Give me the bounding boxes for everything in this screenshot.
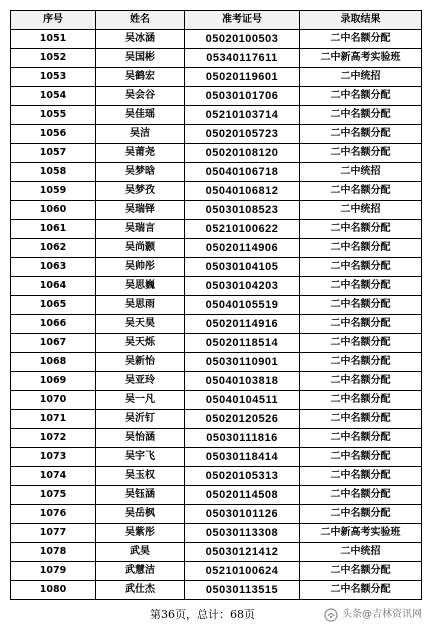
exam-number: 05210100622 (185, 220, 300, 239)
admission-result: 二中名额分配 (300, 448, 422, 467)
row-index: 1068 (11, 353, 96, 372)
admission-result: 二中名额分配 (300, 505, 422, 524)
exam-number: 05020114916 (185, 315, 300, 334)
row-index: 1061 (11, 220, 96, 239)
row-index: 1070 (11, 391, 96, 410)
exam-number: 05210103714 (185, 106, 300, 125)
exam-number: 05030104203 (185, 277, 300, 296)
exam-number: 05020114508 (185, 486, 300, 505)
student-name: 吴思巍 (96, 277, 185, 296)
admission-result: 二中名额分配 (300, 239, 422, 258)
admission-result: 二中统招 (300, 543, 422, 562)
row-index: 1080 (11, 581, 96, 600)
table-row (11, 220, 422, 239)
page-footer (0, 605, 430, 625)
exam-number: 05040106812 (185, 182, 300, 201)
admission-result: 二中名额分配 (300, 144, 422, 163)
admission-results-table (10, 10, 422, 600)
header-name: 姓名 (96, 11, 185, 30)
student-name: 吴莆尧 (96, 144, 185, 163)
admission-result: 二中名额分配 (300, 182, 422, 201)
watermark (324, 605, 422, 625)
row-index: 1064 (11, 277, 96, 296)
admission-result: 二中名额分配 (300, 429, 422, 448)
exam-number: 05040105519 (185, 296, 300, 315)
table-row (11, 448, 422, 467)
exam-number: 05020120526 (185, 410, 300, 429)
student-name: 吴思雨 (96, 296, 185, 315)
exam-number: 05030113308 (185, 524, 300, 543)
exam-number: 05040103818 (185, 372, 300, 391)
exam-number: 05030101126 (185, 505, 300, 524)
student-name: 吴梦孜 (96, 182, 185, 201)
table-row (11, 106, 422, 125)
exam-number: 05020119601 (185, 68, 300, 87)
row-index: 1069 (11, 372, 96, 391)
table-row (11, 144, 422, 163)
exam-number: 05030111816 (185, 429, 300, 448)
exam-number: 05030108523 (185, 201, 300, 220)
row-index: 1071 (11, 410, 96, 429)
table-row (11, 353, 422, 372)
table-row (11, 182, 422, 201)
row-index: 1052 (11, 49, 96, 68)
row-index: 1058 (11, 163, 96, 182)
student-name: 吴新怡 (96, 353, 185, 372)
table-row (11, 30, 422, 49)
student-name: 吴尚颢 (96, 239, 185, 258)
results-sheet (10, 10, 421, 600)
admission-result: 二中名额分配 (300, 106, 422, 125)
row-index: 1057 (11, 144, 96, 163)
admission-result: 二中名额分配 (300, 87, 422, 106)
table-row (11, 296, 422, 315)
table-header-row (11, 11, 422, 30)
table-row (11, 543, 422, 562)
row-index: 1051 (11, 30, 96, 49)
row-index: 1067 (11, 334, 96, 353)
student-name: 吴岳枫 (96, 505, 185, 524)
exam-number: 05210100624 (185, 562, 300, 581)
admission-result: 二中名额分配 (300, 562, 422, 581)
admission-result: 二中名额分配 (300, 410, 422, 429)
admission-result: 二中名额分配 (300, 581, 422, 600)
row-index: 1079 (11, 562, 96, 581)
student-name: 吴沂钉 (96, 410, 185, 429)
admission-result: 二中名额分配 (300, 220, 422, 239)
exam-number: 05040104511 (185, 391, 300, 410)
admission-result: 二中统招 (300, 201, 422, 220)
row-index: 1072 (11, 429, 96, 448)
student-name: 吴佳瑶 (96, 106, 185, 125)
page-info: 第36页，总计：68页 (150, 608, 255, 621)
row-index: 1062 (11, 239, 96, 258)
exam-number: 05020100503 (185, 30, 300, 49)
student-name: 吴鹤宏 (96, 68, 185, 87)
row-index: 1077 (11, 524, 96, 543)
table-row (11, 239, 422, 258)
exam-number: 05340117611 (185, 49, 300, 68)
row-index: 1074 (11, 467, 96, 486)
student-name: 武昊 (96, 543, 185, 562)
admission-result: 二中名额分配 (300, 372, 422, 391)
student-name: 吴钰涵 (96, 486, 185, 505)
admission-result: 二中新高考实验班 (300, 49, 422, 68)
student-name: 吴玉权 (96, 467, 185, 486)
row-index: 1056 (11, 125, 96, 144)
student-name: 吴紫彤 (96, 524, 185, 543)
header-exam-number: 准考证号 (185, 11, 300, 30)
table-row (11, 315, 422, 334)
admission-result: 二中名额分配 (300, 30, 422, 49)
admission-result: 二中统招 (300, 68, 422, 87)
admission-result: 二中名额分配 (300, 125, 422, 144)
student-name: 吴洁 (96, 125, 185, 144)
table-row (11, 334, 422, 353)
table-row (11, 201, 422, 220)
student-name: 吴帅彤 (96, 258, 185, 277)
table-row (11, 87, 422, 106)
table-row (11, 486, 422, 505)
table-row (11, 277, 422, 296)
table-row (11, 581, 422, 600)
exam-number: 05020108120 (185, 144, 300, 163)
header-index: 序号 (11, 11, 96, 30)
exam-number: 05030104105 (185, 258, 300, 277)
exam-number: 05030110901 (185, 353, 300, 372)
admission-result: 二中名额分配 (300, 258, 422, 277)
watermark-text: 头条@吉林资讯网 (342, 609, 422, 620)
student-name: 吴天烁 (96, 334, 185, 353)
row-index: 1054 (11, 87, 96, 106)
table-row (11, 68, 422, 87)
table-row (11, 429, 422, 448)
table-row (11, 49, 422, 68)
table-row (11, 505, 422, 524)
student-name: 吴亚玲 (96, 372, 185, 391)
row-index: 1075 (11, 486, 96, 505)
student-name: 吴怡涵 (96, 429, 185, 448)
exam-number: 05020118514 (185, 334, 300, 353)
admission-result: 二中统招 (300, 163, 422, 182)
student-name: 吴瑞铎 (96, 201, 185, 220)
student-name: 吴国彬 (96, 49, 185, 68)
admission-result: 二中名额分配 (300, 296, 422, 315)
student-name: 武仕杰 (96, 581, 185, 600)
exam-number: 05030113515 (185, 581, 300, 600)
row-index: 1073 (11, 448, 96, 467)
table-row (11, 524, 422, 543)
student-name: 吴天昊 (96, 315, 185, 334)
exam-number: 05030121412 (185, 543, 300, 562)
table-row (11, 467, 422, 486)
exam-number: 05030118414 (185, 448, 300, 467)
row-index: 1060 (11, 201, 96, 220)
exam-number: 05020105313 (185, 467, 300, 486)
admission-result: 二中名额分配 (300, 467, 422, 486)
table-row (11, 125, 422, 144)
exam-number: 05030101706 (185, 87, 300, 106)
admission-result: 二中名额分配 (300, 486, 422, 505)
row-index: 1053 (11, 68, 96, 87)
table-row (11, 258, 422, 277)
admission-result: 二中名额分配 (300, 353, 422, 372)
wechat-channel-icon (324, 608, 338, 622)
table-row (11, 410, 422, 429)
admission-result: 二中新高考实验班 (300, 524, 422, 543)
student-name: 吴瑞言 (96, 220, 185, 239)
row-index: 1055 (11, 106, 96, 125)
student-name: 武慧洁 (96, 562, 185, 581)
exam-number: 05020105723 (185, 125, 300, 144)
admission-result: 二中名额分配 (300, 334, 422, 353)
table-row (11, 391, 422, 410)
header-result: 录取结果 (300, 11, 422, 30)
table-row (11, 163, 422, 182)
row-index: 1063 (11, 258, 96, 277)
admission-result: 二中名额分配 (300, 315, 422, 334)
table-row (11, 562, 422, 581)
student-name: 吴会谷 (96, 87, 185, 106)
student-name: 吴宇飞 (96, 448, 185, 467)
table-body (11, 30, 422, 600)
exam-number: 05020114906 (185, 239, 300, 258)
row-index: 1076 (11, 505, 96, 524)
admission-result: 二中名额分配 (300, 277, 422, 296)
row-index: 1065 (11, 296, 96, 315)
row-index: 1059 (11, 182, 96, 201)
admission-result: 二中名额分配 (300, 391, 422, 410)
table-row (11, 372, 422, 391)
row-index: 1066 (11, 315, 96, 334)
student-name: 吴一凡 (96, 391, 185, 410)
exam-number: 05040106718 (185, 163, 300, 182)
student-name: 吴梦晗 (96, 163, 185, 182)
row-index: 1078 (11, 543, 96, 562)
student-name: 吴冰涵 (96, 30, 185, 49)
